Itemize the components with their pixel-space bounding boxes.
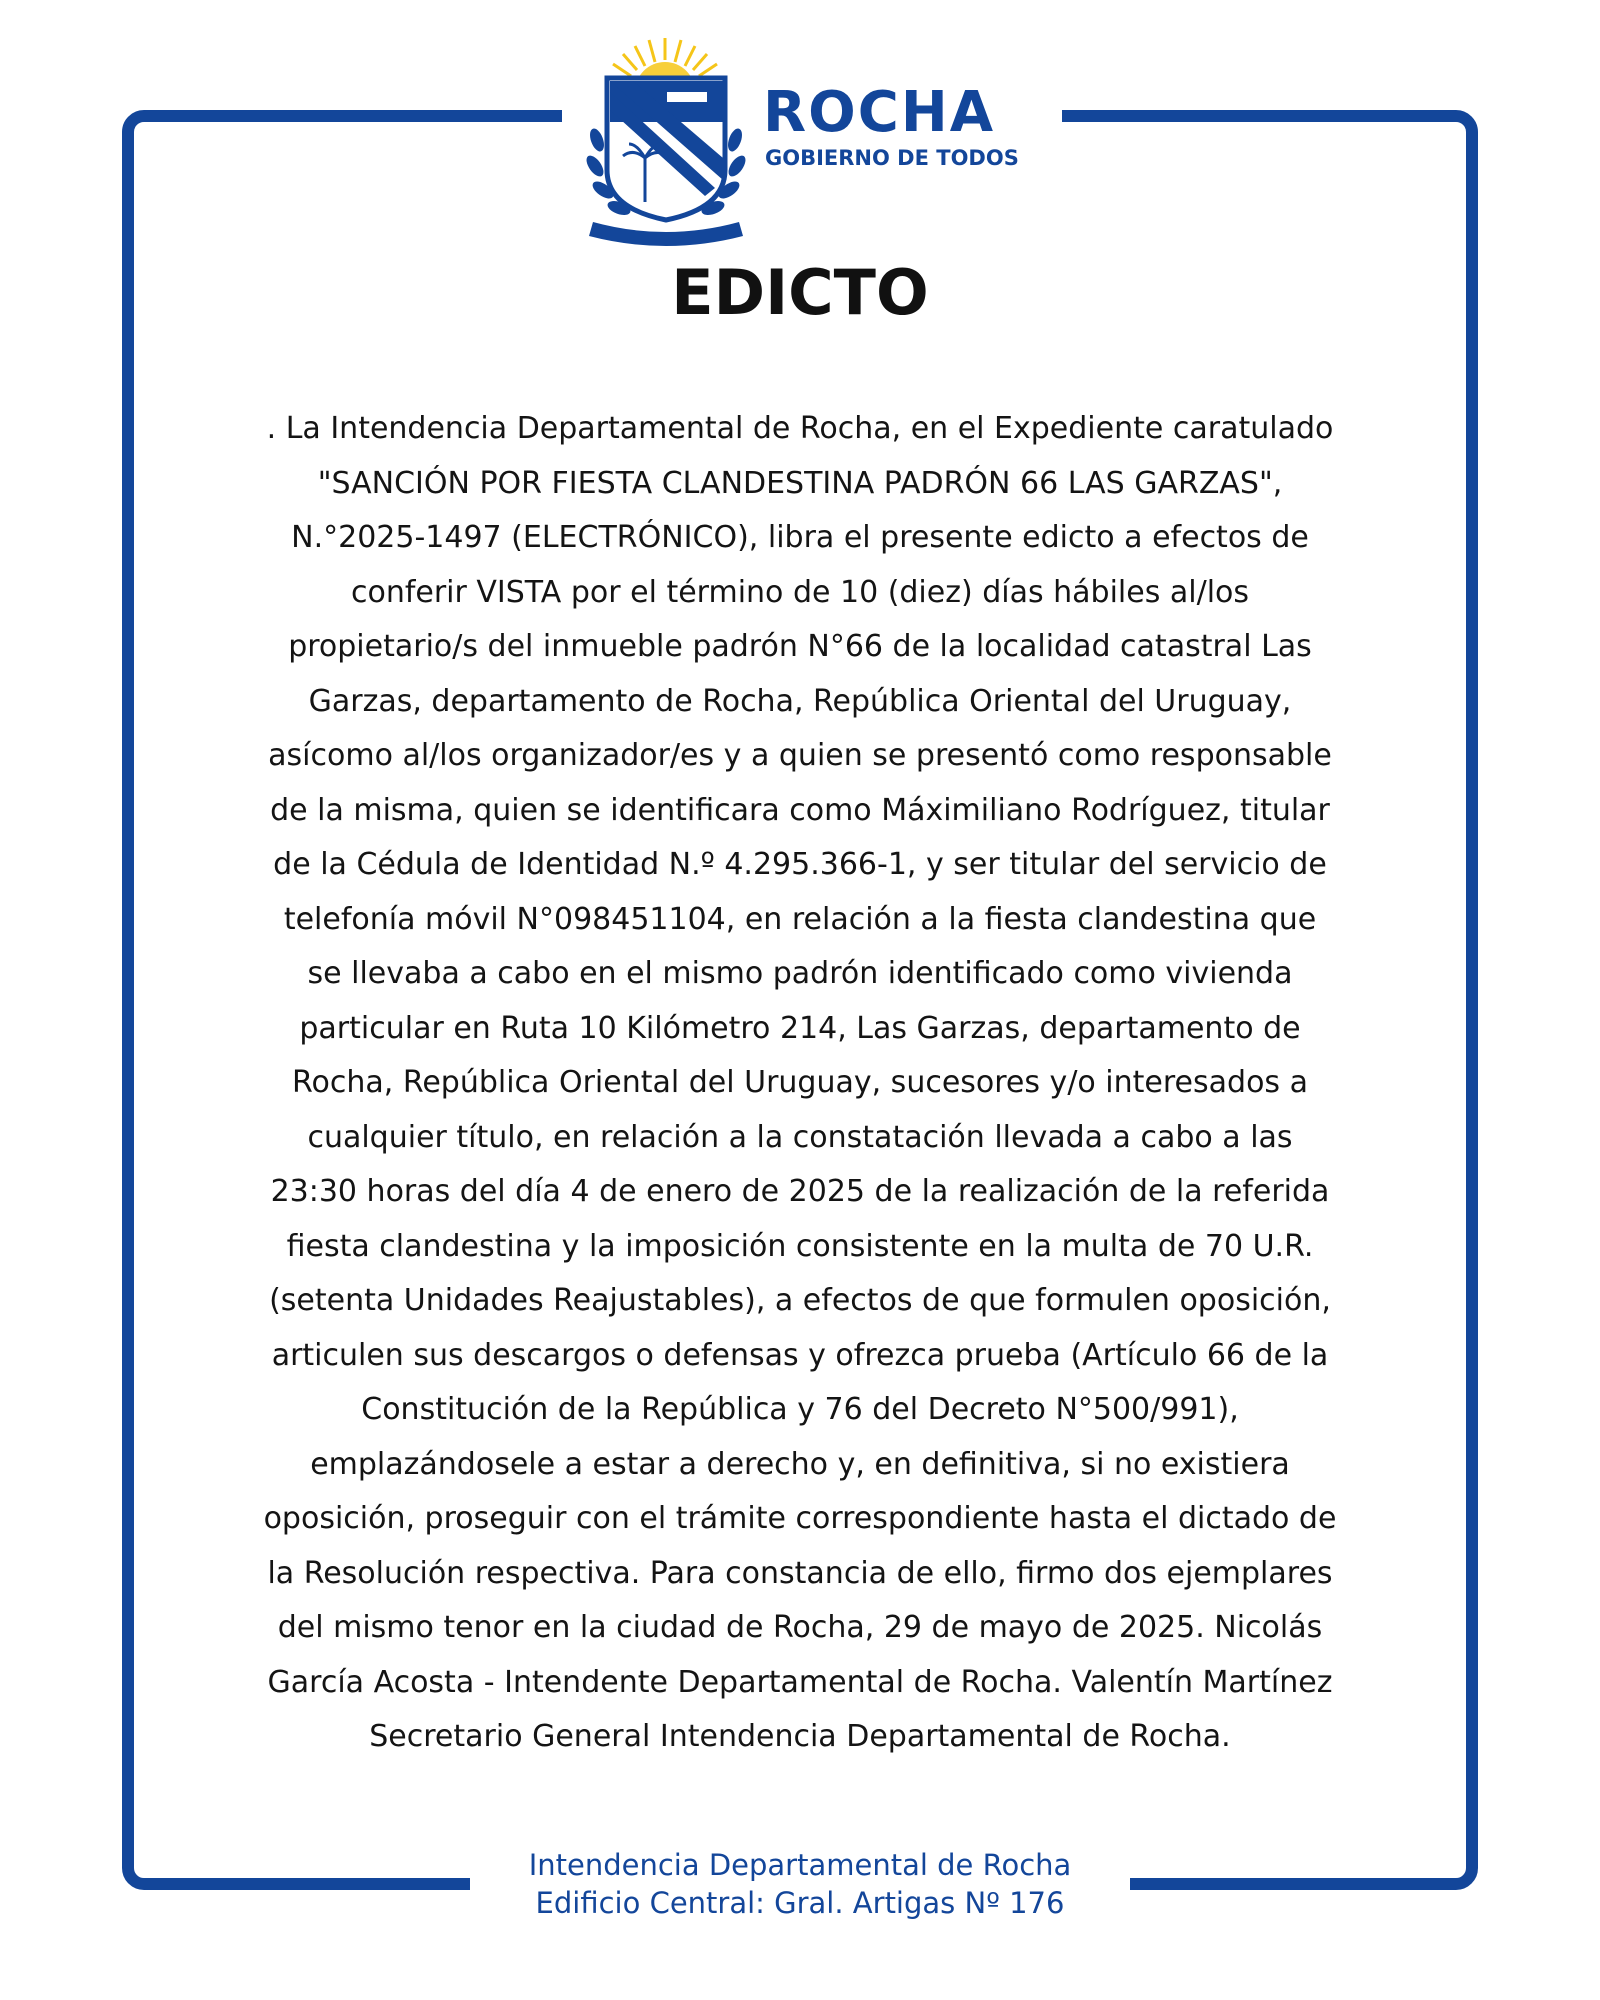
footer-address (0, 1846, 1600, 1922)
body-line: de la misma, quien se identificara como Máximiliano Rodríguez, titular (270, 792, 1330, 828)
body-line: emplazándosele a estar a derecho y, en definitiva, si no existiera (310, 1446, 1290, 1482)
body-line: García Acosta - Intendente Departamental de Rocha. Valentín Martínez (267, 1664, 1333, 1700)
body-line: de la Cédula de Identidad N.º 4.295.366-1, y ser titular del servicio de (273, 847, 1327, 882)
brand-name: ROCHA (763, 80, 996, 145)
body-line: la Resolución respectiva. Para constancia de ello, firmo dos ejemplares (267, 1555, 1333, 1591)
body-line: asícomo al/los organizador/es y a quien se presentó como responsable (268, 738, 1332, 773)
body-line: Garzas, departamento de Rocha, República Oriental del Uruguay, (308, 683, 1292, 719)
body-line: propietario/s del inmueble padrón N°66 de la localidad catastral Las (288, 629, 1312, 664)
body-line: (setenta Unidades Reajustables), a efectos de que formulen oposición, (269, 1283, 1331, 1318)
body-line: particular en Ruta 10 Kilómetro 214, Las Garzas, departamento de (299, 1010, 1301, 1046)
document-title: EDICTO (671, 256, 929, 329)
edict-body (168, 402, 1432, 1765)
body-line: N.°2025-1497 (ELECTRÓNICO), libra el presente edicto a efectos de (291, 520, 1309, 555)
body-line: Secretario General Intendencia Departamental de Rocha. (369, 1719, 1231, 1754)
body-line: Rocha, República Oriental del Uruguay, sucesores y/o interesados a (292, 1065, 1308, 1100)
body-line: telefonía móvil N°098451104, en relación a la fiesta clandestina que (283, 901, 1317, 937)
body-line: . La Intendencia Departamental de Rocha, en el Expediente caratulado (266, 411, 1334, 446)
shield-icon (607, 78, 725, 220)
footer-institution: Intendencia Departamental de Rocha (528, 1848, 1072, 1882)
body-line: articulen sus descargos o defensas y ofrezca prueba (Artículo 66 de la (271, 1337, 1329, 1373)
body-line: "SANCIÓN POR FIESTA CLANDESTINA PADRÓN 66 LAS GARZAS", (317, 465, 1283, 501)
body-line: se llevaba a cabo en el mismo padrón identificado como vivienda (307, 956, 1293, 991)
body-line: oposición, proseguir con el trámite correspondiente hasta el dictado de (263, 1501, 1337, 1536)
motto-ribbon (589, 222, 743, 246)
body-line: cualquier título, en relación a la constatación llevada a cabo a las (307, 1119, 1293, 1155)
body-line: 23:30 horas del día 4 de enero de 2025 de la realización de la referida (270, 1174, 1330, 1209)
body-line: Constitución de la República y 76 del Decreto N°500/991), (361, 1392, 1239, 1427)
body-line: fiesta clandestina y la imposición consistente en la multa de 70 U.R. (286, 1228, 1314, 1264)
brand-tagline: GOBIERNO DE TODOS (765, 146, 1019, 170)
footer-building-address: Edificio Central: Gral. Artigas Nº 176 (535, 1886, 1065, 1920)
body-line: del mismo tenor en la ciudad de Rocha, 29 de mayo de 2025. Nicolás (277, 1610, 1323, 1645)
body-line: conferir VISTA por el término de 10 (diez) días hábiles al/los (350, 574, 1250, 610)
